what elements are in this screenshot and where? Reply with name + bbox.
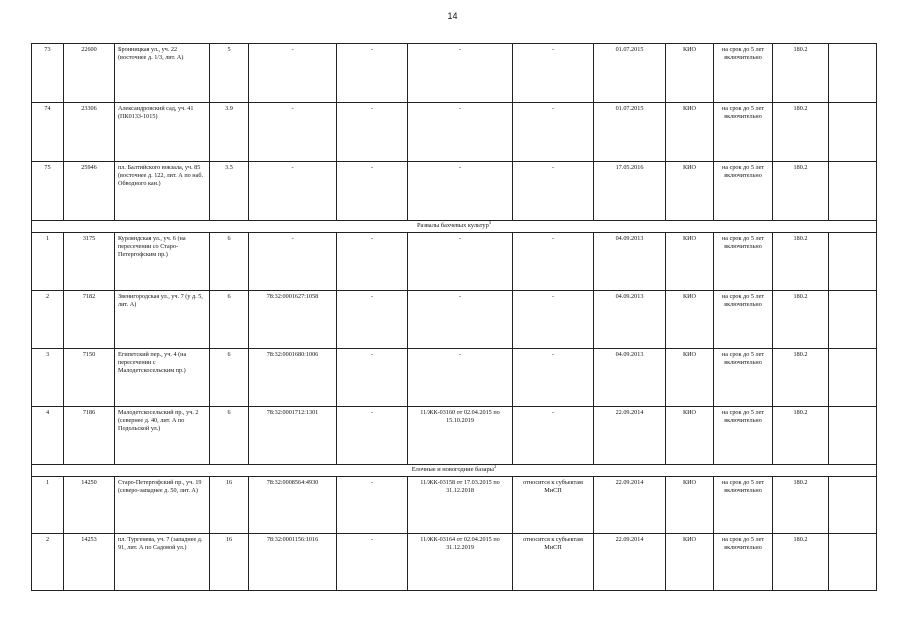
column-5-cell: - (337, 44, 408, 103)
organization-cell: КИО (666, 162, 714, 221)
contract-cell: 11/ЖК-03164 от 02.04.2015 по 31.12.2019 (408, 534, 513, 591)
row-number-cell: 3 (32, 349, 64, 407)
note-cell (829, 233, 877, 291)
section-heading-row (32, 221, 877, 233)
row-number-cell: 2 (32, 291, 64, 349)
sme-status-cell: - (513, 233, 594, 291)
note-cell (829, 407, 877, 465)
term-cell: на срок до 5 лет включительно (714, 162, 773, 221)
footnote-marker: 3 (488, 220, 492, 225)
table-row (32, 349, 877, 407)
address-cell: Звенигородская ул., уч. 7 (у д. 5, лит. А) (115, 291, 210, 349)
organization-cell: КИО (666, 291, 714, 349)
contract-cell: - (408, 349, 513, 407)
section-heading (32, 221, 877, 233)
contract-cell: - (408, 44, 513, 103)
contract-cell: 11/ЖК-03160 от 02.04.2015 по 15.10.2019 (408, 407, 513, 465)
cadastral-number-cell: - (249, 44, 337, 103)
column-5-cell: - (337, 534, 408, 591)
column-5-cell: - (337, 407, 408, 465)
term-cell: на срок до 5 лет включительно (714, 44, 773, 103)
note-cell (829, 477, 877, 534)
row-number-cell: 74 (32, 103, 64, 162)
cadastral-number-cell: - (249, 233, 337, 291)
table-row (32, 534, 877, 591)
row-number-cell: 4 (32, 407, 64, 465)
code-cell: 180.2 (773, 477, 829, 534)
note-cell (829, 162, 877, 221)
code-cell: 180.2 (773, 162, 829, 221)
date-cell: 04.09.2013 (594, 349, 666, 407)
date-cell: 22.09.2014 (594, 534, 666, 591)
object-id-cell: 7150 (64, 349, 115, 407)
code-cell: 180.2 (773, 44, 829, 103)
address-cell: Старо-Петергофский пр., уч. 19 (северо-западнее д. 50, лит. А) (115, 477, 210, 534)
table-row (32, 103, 877, 162)
sme-status-cell: - (513, 407, 594, 465)
footnote-marker: 2 (493, 464, 497, 469)
column-5-cell: - (337, 233, 408, 291)
page-number: 14 (447, 11, 458, 21)
area-cell: 6 (210, 407, 249, 465)
column-5-cell: - (337, 162, 408, 221)
object-id-cell: 14250 (64, 477, 115, 534)
area-cell: 6 (210, 233, 249, 291)
object-id-cell: 25946 (64, 162, 115, 221)
organization-cell: КИО (666, 44, 714, 103)
column-5-cell: - (337, 291, 408, 349)
address-cell: Египетский пер., уч. 4 (на пересечении с Малодетскосельским пр.) (115, 349, 210, 407)
date-cell: 22.09.2014 (594, 477, 666, 534)
cadastral-number-cell: 78:32:0008564:4930 (249, 477, 337, 534)
code-cell: 180.2 (773, 407, 829, 465)
contract-cell: 11/ЖК-03158 от 17.03.2015 по 31.12.2018 (408, 477, 513, 534)
address-cell: Бронницкая ул., уч. 22 (восточнее д. 1/3, лит. А) (115, 44, 210, 103)
cadastral-number-cell: 78:32:0001627:1058 (249, 291, 337, 349)
area-cell: 5 (210, 44, 249, 103)
term-cell: на срок до 5 лет включительно (714, 291, 773, 349)
term-cell: на срок до 5 лет включительно (714, 407, 773, 465)
sme-status-cell: относится к субъектам МиСП (513, 534, 594, 591)
date-cell: 17.05.2016 (594, 162, 666, 221)
note-cell (829, 291, 877, 349)
table-row (32, 477, 877, 534)
organization-cell: КИО (666, 349, 714, 407)
section-heading-text: Развалы бахчевых культур (416, 222, 489, 229)
object-id-cell: 3175 (64, 233, 115, 291)
object-id-cell: 14253 (64, 534, 115, 591)
code-cell: 180.2 (773, 349, 829, 407)
table-row (32, 44, 877, 103)
address-cell: пл. Балтийского вокзала, уч. 85 (восточнее д. 122, лит. А по наб. Обводного кан.) (115, 162, 210, 221)
cadastral-number-cell: - (249, 103, 337, 162)
organization-cell: КИО (666, 407, 714, 465)
address-cell: пл. Тургенева, уч. 7 (западнее д. 91, лит. А по Садовой ул.) (115, 534, 210, 591)
code-cell: 180.2 (773, 233, 829, 291)
term-cell: на срок до 5 лет включительно (714, 477, 773, 534)
section-heading (32, 465, 877, 477)
sme-status-cell: - (513, 44, 594, 103)
registry-table (31, 43, 877, 591)
code-cell: 180.2 (773, 534, 829, 591)
term-cell: на срок до 5 лет включительно (714, 534, 773, 591)
code-cell: 180.2 (773, 291, 829, 349)
table-row (32, 407, 877, 465)
note-cell (829, 534, 877, 591)
table-row (32, 233, 877, 291)
row-number-cell: 2 (32, 534, 64, 591)
address-cell: Александровский сад, уч. 41 (ПК0133-1015) (115, 103, 210, 162)
area-cell: 6 (210, 291, 249, 349)
term-cell: на срок до 5 лет включительно (714, 349, 773, 407)
note-cell (829, 349, 877, 407)
organization-cell: КИО (666, 477, 714, 534)
column-5-cell: - (337, 477, 408, 534)
organization-cell: КИО (666, 103, 714, 162)
section-heading-row (32, 465, 877, 477)
date-cell: 01.07.2015 (594, 103, 666, 162)
cadastral-number-cell: 78:32:0001156:1016 (249, 534, 337, 591)
note-cell (829, 103, 877, 162)
term-cell: на срок до 5 лет включительно (714, 233, 773, 291)
column-5-cell: - (337, 349, 408, 407)
sme-status-cell: - (513, 349, 594, 407)
area-cell: 6 (210, 349, 249, 407)
area-cell: 3.9 (210, 103, 249, 162)
contract-cell: - (408, 291, 513, 349)
area-cell: 16 (210, 534, 249, 591)
contract-cell: - (408, 162, 513, 221)
column-5-cell: - (337, 103, 408, 162)
object-id-cell: 23306 (64, 103, 115, 162)
table-row (32, 291, 877, 349)
cadastral-number-cell: - (249, 162, 337, 221)
table-row (32, 162, 877, 221)
section-heading-text: Елочные и новогодние базары (411, 466, 494, 473)
address-cell: Малодетскосельский пр., уч. 2 (севернее д. 40, лит. А по Подольской ул.) (115, 407, 210, 465)
row-number-cell: 73 (32, 44, 64, 103)
date-cell: 04.09.2013 (594, 233, 666, 291)
code-cell: 180.2 (773, 103, 829, 162)
sme-status-cell: - (513, 162, 594, 221)
organization-cell: КИО (666, 233, 714, 291)
note-cell (829, 44, 877, 103)
area-cell: 3.5 (210, 162, 249, 221)
date-cell: 01.07.2015 (594, 44, 666, 103)
contract-cell: - (408, 233, 513, 291)
term-cell: на срок до 5 лет включительно (714, 103, 773, 162)
cadastral-number-cell: 78:32:0001712:1301 (249, 407, 337, 465)
row-number-cell: 75 (32, 162, 64, 221)
address-cell: Курляндская ул., уч. 6 (на пересечении со Старо-Петергофским пр.) (115, 233, 210, 291)
object-id-cell: 7182 (64, 291, 115, 349)
sme-status-cell: - (513, 291, 594, 349)
object-id-cell: 22600 (64, 44, 115, 103)
date-cell: 04.09.2013 (594, 291, 666, 349)
sme-status-cell: относится к субъектам МиСП (513, 477, 594, 534)
organization-cell: КИО (666, 534, 714, 591)
date-cell: 22.09.2014 (594, 407, 666, 465)
object-id-cell: 7186 (64, 407, 115, 465)
contract-cell: - (408, 103, 513, 162)
sme-status-cell: - (513, 103, 594, 162)
row-number-cell: 1 (32, 233, 64, 291)
row-number-cell: 1 (32, 477, 64, 534)
cadastral-number-cell: 78:32:0001680:1006 (249, 349, 337, 407)
area-cell: 16 (210, 477, 249, 534)
